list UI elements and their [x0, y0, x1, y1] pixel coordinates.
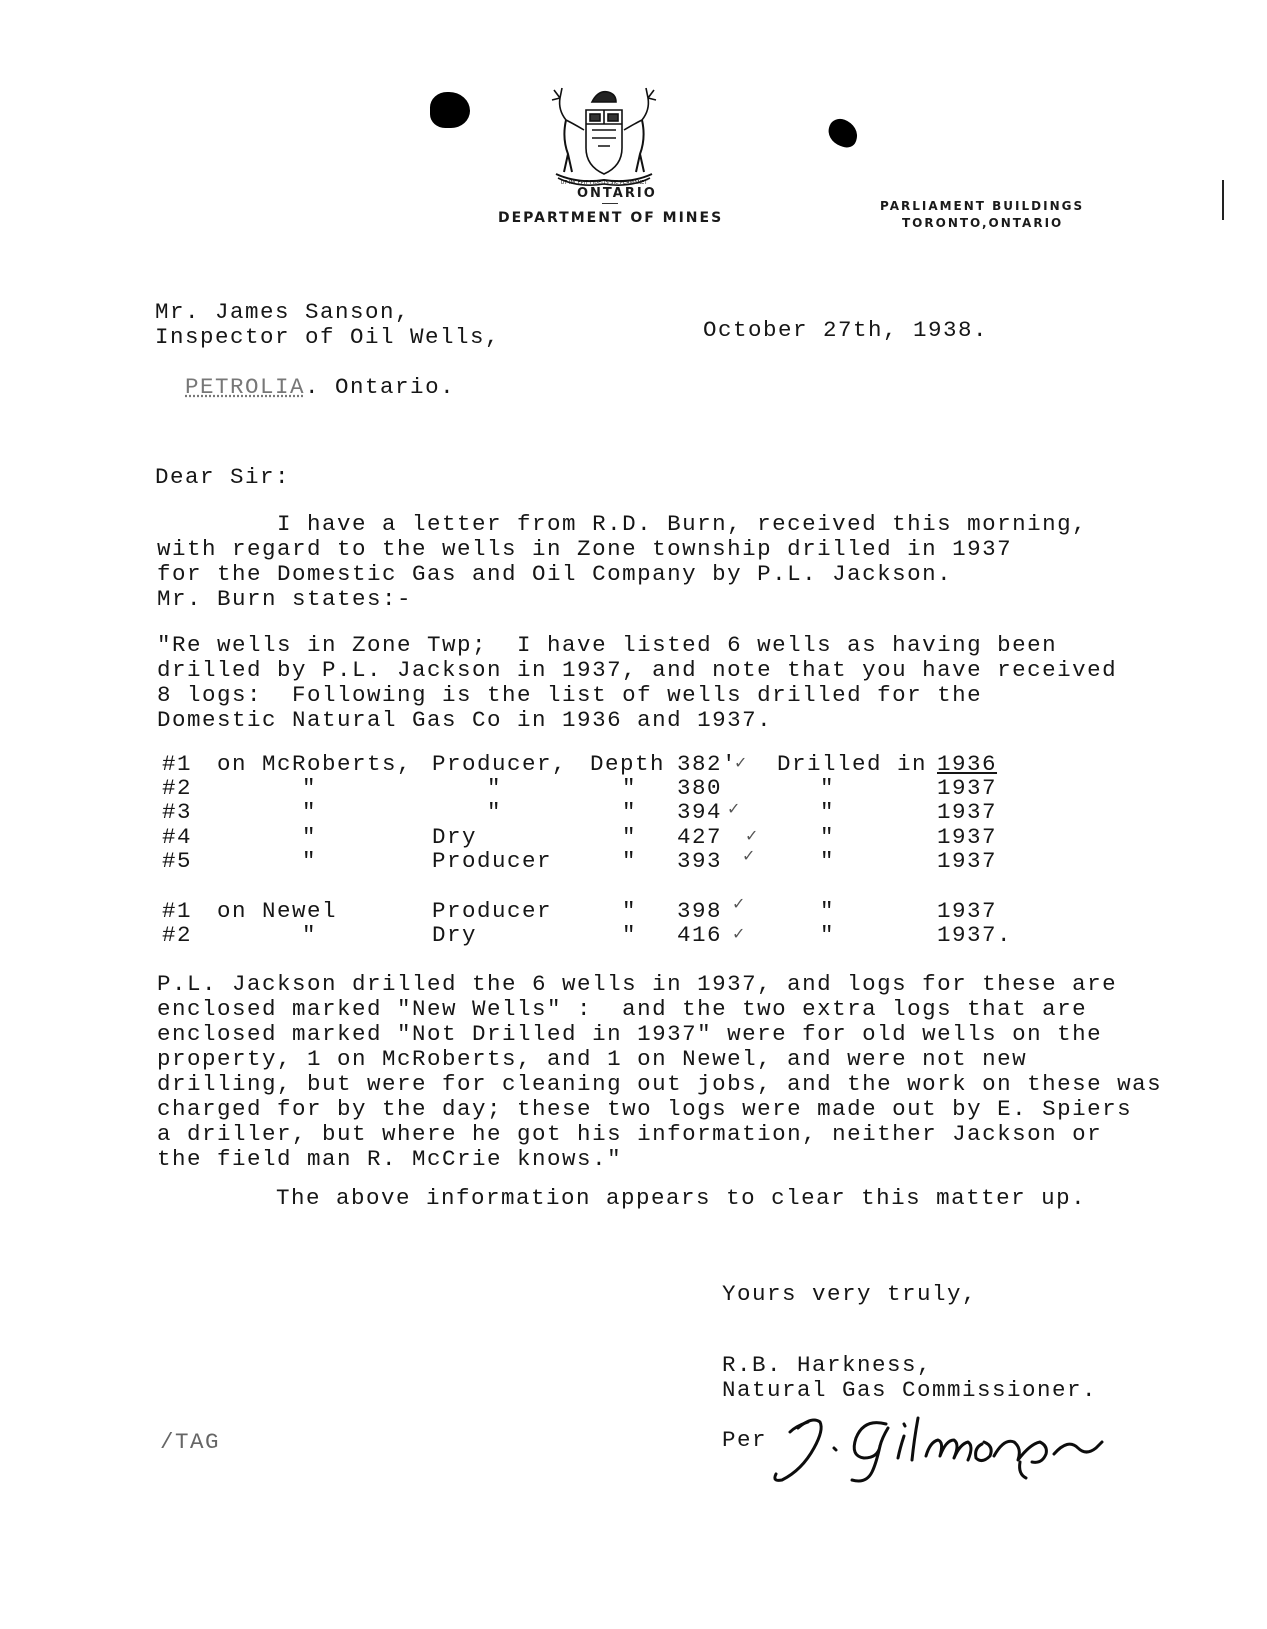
check-mark: ✓ [745, 826, 760, 845]
explanation-line: property, 1 on McRoberts, and 1 on Newel, and were not new [157, 1046, 1028, 1072]
salutation: Dear Sir: [155, 464, 291, 490]
well-number: #5 [162, 848, 193, 874]
well-status: Producer, [432, 751, 568, 777]
check-mark: ✓ [732, 894, 747, 913]
well-year: 1937. [937, 922, 1013, 948]
typist-initials: /TAG [160, 1429, 221, 1455]
well-depth-label: Depth [590, 751, 666, 777]
explanation-paragraph [157, 972, 1167, 1172]
well-number: #1 [162, 898, 193, 924]
table-row [162, 752, 1062, 777]
well-depth: 427 [677, 824, 723, 850]
intro-line: with regard to the wells in Zone township drilled in 1937 [157, 536, 1013, 562]
well-drilled-label: " [820, 898, 836, 924]
well-lease: " [302, 799, 318, 825]
intro-paragraph [157, 512, 1167, 612]
intro-line: for the Domestic Gas and Oil Company by P.L. Jackson. [157, 561, 953, 587]
ontario-coat-of-arms [548, 80, 660, 190]
well-depth-label: " [622, 775, 638, 801]
well-depth: 416 [677, 922, 723, 948]
ink-blot-left [430, 92, 470, 128]
well-drilled-label: " [820, 775, 836, 801]
well-drilled-label: Drilled in [777, 751, 928, 777]
well-depth: 398 [677, 898, 723, 924]
well-status: Producer [432, 898, 553, 924]
table-row [162, 825, 1062, 850]
well-depth-label: " [622, 848, 638, 874]
quote-line: Domestic Natural Gas Co in 1936 and 1937. [157, 707, 773, 733]
signatory-title: Natural Gas Commissioner. [722, 1377, 1098, 1403]
well-depth-label: " [622, 799, 638, 825]
letter-date: October 27th, 1938. [703, 317, 989, 343]
check-mark: ✓ [732, 924, 747, 943]
quote-line: 8 logs: Following is the list of wells drilled for the [157, 682, 983, 708]
well-status: Dry [432, 824, 478, 850]
well-depth: 393 [677, 848, 723, 874]
recipient-province: . Ontario. [305, 374, 456, 400]
complimentary-close: Yours very truly, [722, 1281, 978, 1307]
well-lease: " [302, 848, 318, 874]
explanation-line: the field man R. McCrie knows." [157, 1146, 623, 1172]
check-mark: ✓ [734, 753, 749, 772]
intro-line: I have a letter from R.D. Burn, received this morning, [157, 511, 1088, 537]
table-row [162, 923, 1062, 948]
well-depth-label: " [622, 824, 638, 850]
intro-line: Mr. Burn states:- [157, 586, 413, 612]
well-lease: " [302, 775, 318, 801]
explanation-line: enclosed marked "Not Drilled in 1937" were for old wells on the [157, 1021, 1103, 1047]
quote-line: drilled by P.L. Jackson in 1937, and note that you have received [157, 657, 1118, 683]
quote-line: "Re wells in Zone Twp; I have listed 6 wells as having been [157, 632, 1058, 658]
well-depth: 394 [677, 799, 723, 825]
explanation-line: enclosed marked "New Wells" : and the two extra logs that are [157, 996, 1088, 1022]
check-mark: ✓ [727, 799, 742, 818]
well-number: #4 [162, 824, 193, 850]
letterhead-rule [602, 203, 618, 204]
explanation-line: a driller, but where he got his information, neither Jackson or [157, 1121, 1103, 1147]
per-label: Per [722, 1427, 768, 1453]
recipient-address [155, 350, 455, 400]
well-depth-label: " [622, 922, 638, 948]
closing-remark: The above information appears to clear this matter up. [276, 1185, 1087, 1211]
explanation-line: charged for by the day; these two logs were made out by E. Spiers [157, 1096, 1133, 1122]
recipient-name: Mr. James Sanson, [155, 299, 411, 325]
table-row [162, 800, 1062, 825]
handwritten-signature [768, 1408, 1108, 1490]
crest-motto: UT INCEPIT FIDELIS SIC PERMANET [560, 180, 648, 186]
well-year: 1937 [937, 848, 998, 874]
well-depth-label: " [622, 898, 638, 924]
well-lease: on Newel [217, 898, 338, 924]
well-year: 1936 [937, 751, 998, 777]
check-mark: ✓ [742, 846, 757, 865]
well-number: #2 [162, 775, 193, 801]
well-lease: " [302, 922, 318, 948]
table-row [162, 776, 1062, 801]
well-depth: 380 [677, 775, 723, 801]
well-status: " [487, 799, 503, 825]
letterhead-address-line1: PARLIAMENT BUILDINGS [880, 199, 1085, 213]
well-lease: on McRoberts, [217, 751, 413, 777]
well-drilled-label: " [820, 848, 836, 874]
well-status: " [487, 775, 503, 801]
recipient-town: PETROLIA [185, 374, 306, 400]
table-row [162, 846, 1062, 874]
well-status: Dry [432, 922, 478, 948]
well-status: Producer [432, 848, 553, 874]
well-number: #3 [162, 799, 193, 825]
letterhead-ontario: ONTARIO [577, 186, 657, 201]
well-year: 1937 [937, 775, 998, 801]
well-number: #2 [162, 922, 193, 948]
well-number: #1 [162, 751, 193, 777]
explanation-line: drilling, but were for cleaning out jobs, and the work on these was [157, 1071, 1163, 1097]
signatory-name: R.B. Harkness, [722, 1352, 933, 1378]
well-year: 1937 [937, 799, 998, 825]
well-depth: 382' [677, 751, 738, 777]
well-drilled-label: " [820, 922, 836, 948]
recipient-title: Inspector of Oil Wells, [155, 324, 501, 350]
explanation-line: P.L. Jackson drilled the 6 wells in 1937, and logs for these are [157, 971, 1118, 997]
well-drilled-label: " [820, 799, 836, 825]
well-year: 1937 [937, 824, 998, 850]
letterhead-department: DEPARTMENT OF MINES [498, 210, 724, 226]
ink-blot-right [824, 116, 861, 151]
scan-edge-mark [1222, 180, 1224, 220]
well-year: 1937 [937, 898, 998, 924]
quote-paragraph [157, 633, 1167, 733]
table-row [162, 894, 1062, 924]
well-drilled-label: " [820, 824, 836, 850]
well-lease: " [302, 824, 318, 850]
letterhead-address-line2: TORONTO,ONTARIO [902, 216, 1064, 230]
